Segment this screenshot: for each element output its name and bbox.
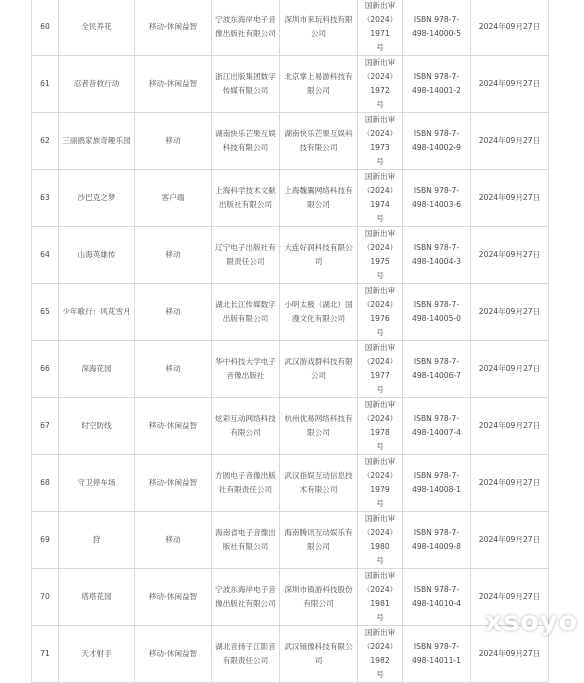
operator-cell: 上海魏翼网络科技有限公司 bbox=[280, 170, 358, 227]
operator-cell: 武汉游戏群科技有限公司 bbox=[280, 341, 358, 398]
approval-date-cell: 2024年09月27日 bbox=[471, 56, 549, 113]
operator-cell: 武汉指娱互动信息技术有限公司 bbox=[280, 455, 358, 512]
category-cell: 移动-休闲益智 bbox=[135, 569, 212, 626]
game-name-cell: 天才射手 bbox=[59, 626, 135, 683]
approval-number-cell: 国新出审 （2024）1976 号 bbox=[358, 284, 403, 341]
table-row bbox=[32, 170, 549, 227]
publisher-cell: 浙江出版集团数字传媒有限公司 bbox=[212, 56, 280, 113]
category-cell: 移动 bbox=[135, 512, 212, 569]
publisher-cell: 辽宁电子出版社有限责任公司 bbox=[212, 227, 280, 284]
approval-number-cell: 国新出审 （2024）1981 号 bbox=[358, 569, 403, 626]
approval-date-cell: 2024年09月27日 bbox=[471, 341, 549, 398]
game-name-cell: 忍者昔救行动 bbox=[59, 56, 135, 113]
publisher-cell: 宁波东海岸电子音像出版社有限公司 bbox=[212, 0, 280, 56]
index-cell: 66 bbox=[32, 341, 59, 398]
approval-number-cell: 国新出审 （2024）1978 号 bbox=[358, 398, 403, 455]
table-row bbox=[32, 113, 549, 170]
isbn-cell: ISBN 978-7- 498-14003-6 bbox=[403, 170, 471, 227]
approval-date-cell: 2024年09月27日 bbox=[471, 227, 549, 284]
table-body bbox=[32, 0, 549, 683]
approval-date-cell: 2024年09月27日 bbox=[471, 455, 549, 512]
publisher-cell: 华中科技大学电子音像出版社 bbox=[212, 341, 280, 398]
operator-cell: 杭州优易网络科技有限公司 bbox=[280, 398, 358, 455]
game-name-cell: 三丽鸥家族奇趣乐园 bbox=[59, 113, 135, 170]
index-cell: 70 bbox=[32, 569, 59, 626]
category-cell: 移动-休闲益智 bbox=[135, 626, 212, 683]
index-cell: 64 bbox=[32, 227, 59, 284]
publisher-cell: 方圆电子音像出版社有限责任公司 bbox=[212, 455, 280, 512]
category-cell: 移动 bbox=[135, 341, 212, 398]
approval-number-cell: 国新出审 （2024）1974 号 bbox=[358, 170, 403, 227]
game-name-cell: 少年歌行：风花雪月 bbox=[59, 284, 135, 341]
site-watermark: xsoyo bbox=[484, 606, 578, 637]
index-cell: 62 bbox=[32, 113, 59, 170]
approval-date-cell: 2024年09月27日 bbox=[471, 398, 549, 455]
table-row bbox=[32, 512, 549, 569]
index-cell: 63 bbox=[32, 170, 59, 227]
publisher-cell: 湖北音扬子江影音有限责任公司 bbox=[212, 626, 280, 683]
operator-cell: 湖南快乐芒果互娱科技有限公司 bbox=[280, 113, 358, 170]
isbn-cell: ISBN 978-7- 498-14002-9 bbox=[403, 113, 471, 170]
isbn-cell: ISBN 978-7- 498-14007-4 bbox=[403, 398, 471, 455]
table-row bbox=[32, 398, 549, 455]
isbn-cell: ISBN 978-7- 498-14009-8 bbox=[403, 512, 471, 569]
isbn-cell: ISBN 978-7- 498-14006-7 bbox=[403, 341, 471, 398]
category-cell: 移动 bbox=[135, 227, 212, 284]
approval-number-cell: 国新出审 （2024）1975 号 bbox=[358, 227, 403, 284]
approval-number-cell: 国新出审 （2024）1971 号 bbox=[358, 0, 403, 56]
game-name-cell: 沙巴克之梦 bbox=[59, 170, 135, 227]
table-row bbox=[32, 569, 549, 626]
isbn-cell: ISBN 978-7- 498-14004-3 bbox=[403, 227, 471, 284]
operator-cell: 深圳市镇游科技股份有限公司 bbox=[280, 569, 358, 626]
publisher-cell: 宁波东海岸电子音像出版社有限公司 bbox=[212, 569, 280, 626]
approval-date-cell: 2024年09月27日 bbox=[471, 569, 549, 626]
game-name-cell: 深海花园 bbox=[59, 341, 135, 398]
table-row bbox=[32, 56, 549, 113]
operator-cell: 小明太极（湖北）国漫文化有限公司 bbox=[280, 284, 358, 341]
operator-cell: 深圳市来玩科技有限公司 bbox=[280, 0, 358, 56]
approval-date-cell: 2024年09月27日 bbox=[471, 284, 549, 341]
publisher-cell: 海南省电子音像出版社有限公司 bbox=[212, 512, 280, 569]
table-row bbox=[32, 0, 549, 56]
category-cell: 移动 bbox=[135, 113, 212, 170]
approval-number-cell: 国新出审 （2024）1979 号 bbox=[358, 455, 403, 512]
table-row bbox=[32, 455, 549, 512]
game-name-cell: 塔塔花园 bbox=[59, 569, 135, 626]
category-cell: 移动 bbox=[135, 284, 212, 341]
isbn-cell: ISBN 978-7- 498-14011-1 bbox=[403, 626, 471, 683]
category-cell: 客户端 bbox=[135, 170, 212, 227]
index-cell: 67 bbox=[32, 398, 59, 455]
isbn-cell: ISBN 978-7- 498-14010-4 bbox=[403, 569, 471, 626]
isbn-cell: ISBN 978-7- 498-14008-1 bbox=[403, 455, 471, 512]
index-cell: 69 bbox=[32, 512, 59, 569]
game-name-cell: 时空防线 bbox=[59, 398, 135, 455]
game-name-cell: 全民养花 bbox=[59, 0, 135, 56]
table-row bbox=[32, 626, 549, 683]
operator-cell: 武汉镜像科技有限公司 bbox=[280, 626, 358, 683]
table-row bbox=[32, 341, 549, 398]
approval-date-cell: 2024年09月27日 bbox=[471, 512, 549, 569]
approval-number-cell: 国新出审 （2024）1977 号 bbox=[358, 341, 403, 398]
index-cell: 61 bbox=[32, 56, 59, 113]
publisher-cell: 湖南快乐芒果互娱科技有限公司 bbox=[212, 113, 280, 170]
index-cell: 60 bbox=[32, 0, 59, 56]
category-cell: 移动-休闲益智 bbox=[135, 0, 212, 56]
approval-date-cell: 2024年09月27日 bbox=[471, 626, 549, 683]
category-cell: 移动-休闲益智 bbox=[135, 398, 212, 455]
category-cell: 移动-休闲益智 bbox=[135, 455, 212, 512]
category-cell: 移动-休闲益智 bbox=[135, 56, 212, 113]
game-name-cell: 狩 bbox=[59, 512, 135, 569]
operator-cell: 大连好润科技有限公司 bbox=[280, 227, 358, 284]
isbn-cell: ISBN 978-7- 498-14000-5 bbox=[403, 0, 471, 56]
publisher-cell: 上海科学技术文献出版社有限公司 bbox=[212, 170, 280, 227]
index-cell: 71 bbox=[32, 626, 59, 683]
approval-number-cell: 国新出审 （2024）1973 号 bbox=[358, 113, 403, 170]
publisher-cell: 炫彩互动网络科技有限公司 bbox=[212, 398, 280, 455]
game-name-cell: 山海英雄传 bbox=[59, 227, 135, 284]
approval-date-cell: 2024年09月27日 bbox=[471, 170, 549, 227]
game-name-cell: 守卫停车场 bbox=[59, 455, 135, 512]
approval-number-cell: 国新出审 （2024）1980 号 bbox=[358, 512, 403, 569]
operator-cell: 海南腾讯互动娱乐有限公司 bbox=[280, 512, 358, 569]
operator-cell: 北京掌上易游科技有限公司 bbox=[280, 56, 358, 113]
approval-date-cell: 2024年09月27日 bbox=[471, 113, 549, 170]
approval-number-cell: 国新出审 （2024）1972 号 bbox=[358, 56, 403, 113]
index-cell: 68 bbox=[32, 455, 59, 512]
approval-date-cell: 2024年09月27日 bbox=[471, 0, 549, 56]
isbn-cell: ISBN 978-7- 498-14001-2 bbox=[403, 56, 471, 113]
publisher-cell: 湖北长江传媒数字出版有限公司 bbox=[212, 284, 280, 341]
table-row bbox=[32, 227, 549, 284]
index-cell: 65 bbox=[32, 284, 59, 341]
isbn-cell: ISBN 978-7- 498-14005-0 bbox=[403, 284, 471, 341]
approval-number-cell: 国新出审 （2024）1982 号 bbox=[358, 626, 403, 683]
game-approval-table bbox=[31, 0, 549, 683]
table-row bbox=[32, 284, 549, 341]
